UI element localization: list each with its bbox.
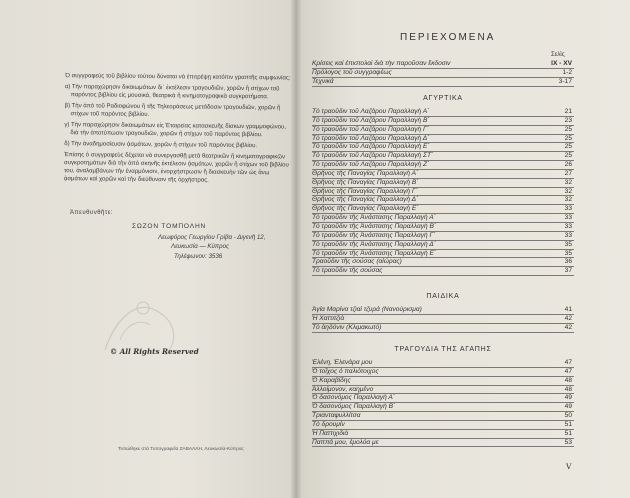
- toc-entry-title: Τὸ τραοῦδιν τῆς σούσας: [312, 267, 383, 275]
- toc-entry-title: Τὸ τραοῦδιν τῆς Ἀνάστασης Παραλλαγὴ Β´: [312, 222, 437, 230]
- toc-entry: [312, 60, 574, 69]
- toc-entry-page: 49: [564, 394, 572, 402]
- toc-entry: [312, 258, 574, 267]
- toc-entry: [312, 306, 574, 315]
- toc-entry-page: 50: [564, 412, 572, 420]
- toc-entry: [312, 152, 574, 161]
- toc-entry-page: IX - XV: [551, 60, 572, 67]
- section-heading: ΑΓΥΡΤΙΚΑ: [423, 95, 463, 102]
- toc-entry-page: 48: [564, 385, 572, 393]
- rights-collaboration: Ἐπίσης ὁ συγγραφεὺς δέχεται νὰ συνεργασθῇ μετὰ θεατρικῶν ἢ κινηματογραφικῶν συγκροτημάτων διὰ τὴν ἀπὸ σκηνῆς ἐκτέλεσιν ᾀσμάτων, χορῶν ἢ στίχων τοῦ βιβλίου του, ἀναλαμβάνων τὴν ἐναρμόνισιν, ἐνορχήστρωσιν ἢ διασκευὴν τῶν ὡς ἄνω ᾀσμάτων καὶ χορῶν καὶ τὴν διεύθυνσιν τῆς ὀρχήστρας.: [63, 152, 289, 184]
- toc-entry: [312, 108, 574, 117]
- page-column-header: Σελὶς: [551, 52, 565, 58]
- rights-item-b: β) Τὴν ἀπὸ τοῦ Ραδιοφώνου ἢ τῆς Τηλεοράσεως μετάδοσιν τραγουδιῶν, χορῶν ἢ στίχων τοῦ παρόντος βιβλίου.: [64, 103, 281, 118]
- toc-entry-page: 33: [564, 222, 572, 230]
- toc-entry-title: Τεχνικά: [312, 77, 334, 85]
- toc-entry: [312, 223, 574, 232]
- toc-entry-page: 23: [564, 116, 572, 124]
- toc-entry: [312, 117, 574, 126]
- toc-entry-page: 35: [564, 240, 572, 248]
- toc-entry-page: 36: [564, 258, 572, 266]
- contact-name: ΣΩΖΟΝ ΤΟΜΠΟΛΗΝ: [132, 223, 207, 230]
- toc-entry-page: 32: [564, 178, 572, 186]
- toc-entry: [312, 161, 574, 170]
- toc-entry: [312, 78, 574, 87]
- toc-entry-title: Ὁ δασονόμος Παραλλαγὴ Β´: [312, 403, 396, 411]
- toc-entry-title: Τὸ τραοῦδιν τοῦ Λαζάρου Παραλλαγὴ ΣΤ´: [312, 152, 434, 160]
- toc-entry: [312, 196, 574, 205]
- toc-entry-title: Τριανταφυλλίτσα: [312, 412, 361, 420]
- toc-entry-page: 26: [564, 161, 572, 169]
- toc-list: [312, 60, 574, 87]
- toc-entry-page: 51: [564, 429, 572, 437]
- toc-entry-page: 3-17: [558, 77, 572, 85]
- toc-entry: [312, 267, 574, 276]
- toc-entry-page: 27: [564, 169, 572, 177]
- toc-entry-page: 53: [564, 438, 572, 446]
- toc-list: [312, 359, 574, 447]
- toc-entry-page: 37: [564, 267, 572, 275]
- rights-item-c: γ) Τὴν παραχώρησιν δικαιωμάτων εἰς Ἑταιρείας κατασκευῆς δίσκων γραμμοφώνου, διὰ τὴν ἀποτύπωσιν τραγουδιῶν, χορῶν ἢ στίχων τοῦ παρόντος βιβλίου.: [64, 122, 286, 139]
- toc-entry-page: 25: [564, 134, 572, 142]
- toc-entry: [312, 430, 574, 439]
- toc-entry-title: Θρῆνος τῆς Παναγίας Παραλλαγὴ Α´: [312, 169, 419, 177]
- toc-entry: [312, 377, 574, 386]
- toc-entry-title: Ἑλένη, Ἑλενάρα μου: [312, 359, 373, 366]
- toc-entry: [312, 214, 574, 223]
- toc-entry: [312, 126, 574, 135]
- toc-entry: [312, 170, 574, 179]
- toc-entry-page: 25: [564, 125, 572, 133]
- toc-entry-page: 35: [564, 249, 572, 257]
- toc-entry-title: Θρῆνος τῆς Παναγίας Παραλλαγὴ Ε´: [312, 205, 419, 213]
- toc-entry-title: Κρίσεις καὶ ἐπιστολαὶ διὰ τὴν παροῦσαν ἔκδοσιν: [312, 60, 451, 67]
- toc-entry-title: Θρῆνος τῆς Παναγίας Παραλλαγὴ Β´: [312, 178, 419, 186]
- toc-entry-title: Τὸ δρουμίν: [312, 420, 345, 428]
- toc-entry-page: 42: [564, 323, 572, 331]
- toc-entry: [312, 241, 574, 250]
- toc-entry-title: Τὸ τραοῦδιν τῆς Ἀνάστασης Παραλλαγὴ Δ´: [312, 240, 436, 248]
- contact-label: Ἀπευθυνθῆτε:: [70, 210, 114, 216]
- toc-entry: [312, 439, 574, 448]
- toc-entry-title: Τὸ ἀηδόνιν (Κλιμακωτό): [312, 323, 382, 331]
- toc-entry: [312, 232, 574, 241]
- toc-entry: [312, 403, 574, 412]
- toc-entry-page: 1-2: [562, 68, 572, 76]
- toc-list: [312, 108, 574, 276]
- section-heading: ΠΑΙΔΙΚΑ: [426, 293, 460, 300]
- toc-entry-title: Τὸ τραοῦδιν τῆς Ἀνάστασης Παραλλαγὴ Ε´: [312, 249, 437, 257]
- toc-entry-title: Θρῆνος τῆς Παναγίας Παραλλαγὴ Γ´: [312, 187, 418, 195]
- toc-entry-page: 41: [564, 306, 572, 313]
- toc-entry-title: Τὸ τραοῦδιν τοῦ Λαζάρου Παραλλαγὴ Ζ´: [312, 161, 430, 169]
- toc-entry-title: Τραοῦδιν τῆς σούσας (αἰώρας): [312, 258, 402, 266]
- toc-entry-page: 21: [564, 108, 572, 115]
- toc-entry-title: Ἡ Χαττιτζιὰ: [312, 314, 345, 322]
- toc-entry-page: 33: [564, 231, 572, 239]
- toc-entry-title: Τὸ τραοῦδιν τῆς Ἀνάστασης Παραλλαγὴ Γ´: [312, 231, 436, 239]
- toc-entry: [312, 394, 574, 403]
- toc-entry-title: Ἁγία Μαρίνα τζιαὶ τζυρά (Νανούρισμα): [312, 306, 422, 313]
- contents-title: ΠΕΡΙΕΧΟΜΕΝΑ: [400, 32, 496, 43]
- toc-entry: [312, 179, 574, 188]
- toc-entry: [312, 69, 574, 78]
- toc-entry-title: Ὁ δασονόμος Παραλλαγὴ Α´: [312, 394, 396, 402]
- toc-entry-page: 51: [564, 420, 572, 428]
- toc-entry-title: Παππά μου, ἐμολόα με: [312, 438, 379, 446]
- contact-phone: Τηλέφωνον: 3536: [174, 253, 223, 260]
- left-page: [0, 0, 296, 498]
- toc-entry-title: Πρόλογος τοῦ συγγραφέως: [312, 68, 392, 76]
- toc-entry-title: Τὸ τραοῦδιν τοῦ Λαζάρου Παραλλαγὴ Δ´: [312, 134, 430, 142]
- rights-notice: [54, 72, 293, 188]
- rights-item-a: α) Τὴν παραχώρησιν δικαιωμάτων δι᾽ ἐκτέλεσιν τραγουδιῶν, χορῶν ἢ στίχων τοῦ παρόντος βιβλίου εἰς μουσικά, θεατρικὰ ἢ κινηματογραφικὰ συγκροτήματα.: [64, 84, 280, 101]
- toc-entry-page: 32: [564, 196, 572, 204]
- toc-entry: [312, 359, 574, 368]
- toc-entry-page: 32: [564, 187, 572, 195]
- toc-entry: [312, 368, 574, 377]
- toc-entry-page: 48: [564, 376, 572, 384]
- toc-entry-page: 33: [564, 205, 572, 213]
- toc-entry-page: 42: [564, 314, 572, 322]
- rights-intro: Ὁ συγγραφεὺς τοῦ βιβλίου τούτου δύναται νὰ ἐπιτρέψῃ κατόπιν γραπτῆς συμφωνίας:: [64, 73, 291, 82]
- toc-entry: [312, 412, 574, 421]
- toc-entry-title: Τὸ τραοῦδιν τῆς Ἀνάστασης Παραλλαγὴ Α´: [312, 214, 436, 222]
- toc-entry-page: 33: [564, 214, 572, 222]
- toc-entry-page: 49: [564, 403, 572, 411]
- toc-entry-title: Ἀλλοίμονον, καημένο: [312, 385, 374, 393]
- toc-entry: [312, 324, 574, 333]
- toc-entry-title: Ὁ Καραβίδης: [312, 376, 351, 384]
- toc-entry-title: Τὸ τραοῦδιν τοῦ Λαζάρου Παραλλαγὴ Ε´: [312, 143, 430, 151]
- toc-entry: [312, 421, 574, 430]
- toc-entry-title: Θρῆνος τῆς Παναγίας Παραλλαγὴ Δ´: [312, 196, 419, 204]
- printer-credit: Τυπώθηκε στὰ Τυπογραφεῖα ΖΑΒΑΛΛΗ, Λευκωσία-Κύπρος: [118, 447, 244, 452]
- toc-entry-page: 25: [564, 143, 572, 151]
- copyright-notice: © All Rights Reserved: [110, 347, 199, 356]
- toc-entry: [312, 143, 574, 152]
- section-heading: ΤΡΑΓΟΥΔΙΑ ΤΗΣ ΑΓΑΠΗΣ: [394, 346, 492, 353]
- toc-entry-title: Ἡ Παττιχιδιὰ: [312, 429, 349, 437]
- toc-entry-page: 47: [564, 359, 572, 366]
- toc-entry-page: 25: [564, 152, 572, 160]
- toc-entry-title: Τὸ τραοῦδιν τοῦ Λαζάρου Παραλλαγὴ Γ´: [312, 125, 429, 133]
- toc-entry-title: Τὸ τραοῦδιν τοῦ Λαζάρου Παραλλαγὴ Β´: [312, 116, 430, 124]
- toc-entry: [312, 205, 574, 214]
- toc-list: [312, 306, 574, 333]
- page-number: V: [566, 462, 572, 471]
- toc-entry-page: 47: [564, 367, 572, 375]
- toc-entry: [312, 315, 574, 324]
- contact-street: Λεωφόρος Γεωργίου Γρίβα - Διγενῆ 12,: [158, 234, 266, 241]
- contact-city: Λευκωσία — Κύπρος: [171, 243, 230, 250]
- book-spine-shadow: [290, 0, 302, 498]
- toc-entry-title: Ὁ τοῖχος ὁ παλιότοιχος: [312, 367, 379, 375]
- toc-entry-title: Τὸ τραοῦδιν τοῦ Λαζάρου Παραλλαγὴ Α´: [312, 108, 430, 115]
- rights-item-d: δ) Τὴν ἀναδημοσίευσιν ᾀσμάτων, χορῶν ἢ στίχων τοῦ παρόντος βιβλίου.: [64, 141, 258, 150]
